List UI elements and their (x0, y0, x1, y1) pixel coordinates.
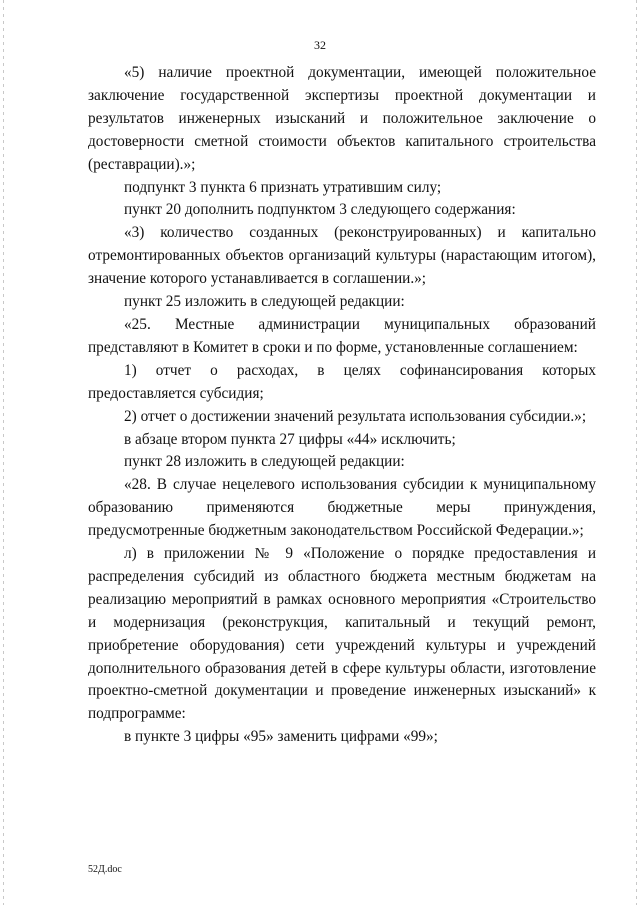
paragraph: в пункте 3 цифры «95» заменить цифрами «99»; (124, 728, 438, 746)
paragraph: пункт 25 изложить в следующей редакции: (124, 293, 405, 311)
paragraph: 1) отчет о расходах, в целях софинансирования которых предоставляется субсидия; (88, 361, 596, 402)
paragraph: л) в приложении № 9 «Положение о порядке предоставления и распределения субсидий из областного бюджета местным бюджетам на реализацию мероприятий в рамках основного мероприятия «Строительство и модернизация (реконструкция, капитальный и текущий ремонт, приобретение оборудования) сети учреждений культуры и учреждений дополнительного образования детей в сфере культуры области, изготовление проектно-сметной документации и проведение инженерных изысканий» к подпрограмме: (88, 545, 596, 723)
paragraph: «5) наличие проектной документации, имеющей положительное заключение государственной экспертизы проектной документации и результатов инженерных изысканий и положительное заключение о достоверности сметной стоимости объектов капитального строительства (реставрации).»; (88, 64, 596, 173)
paragraph: «3) количество созданных (реконструированных) и капитально отремонтированных объектов организаций культуры (нарастающим итогом), значение которого устанавливается в соглашении.»; (88, 224, 596, 288)
paragraph: 2) отчет о достижении значений результата использования субсидии.»; (124, 407, 587, 425)
scan-edge-left (3, 0, 4, 905)
page-number: 32 (314, 38, 326, 52)
paragraph: «28. В случае нецелевого использования субсидии к муниципальному образованию применяются бюджетные меры принуждения, предусмотренные бюджетным законодательством Российской Федерации.»; (88, 476, 596, 540)
paragraph: «25. Местные администрации муниципальных образований представляют в Комитет в сроки и по форме, установленные соглашением: (88, 315, 596, 356)
paragraph: в абзаце втором пункта 27 цифры «44» исключить; (124, 430, 456, 448)
paragraph: пункт 28 изложить в следующей редакции: (124, 453, 405, 471)
footer-filename: 52Д.doc (88, 864, 122, 875)
scan-edge-right (636, 0, 637, 905)
document-body (88, 62, 596, 749)
paragraph: подпункт 3 пункта 6 признать утратившим силу; (124, 178, 442, 196)
paragraph: пункт 20 дополнить подпунктом 3 следующего содержания: (124, 201, 516, 219)
